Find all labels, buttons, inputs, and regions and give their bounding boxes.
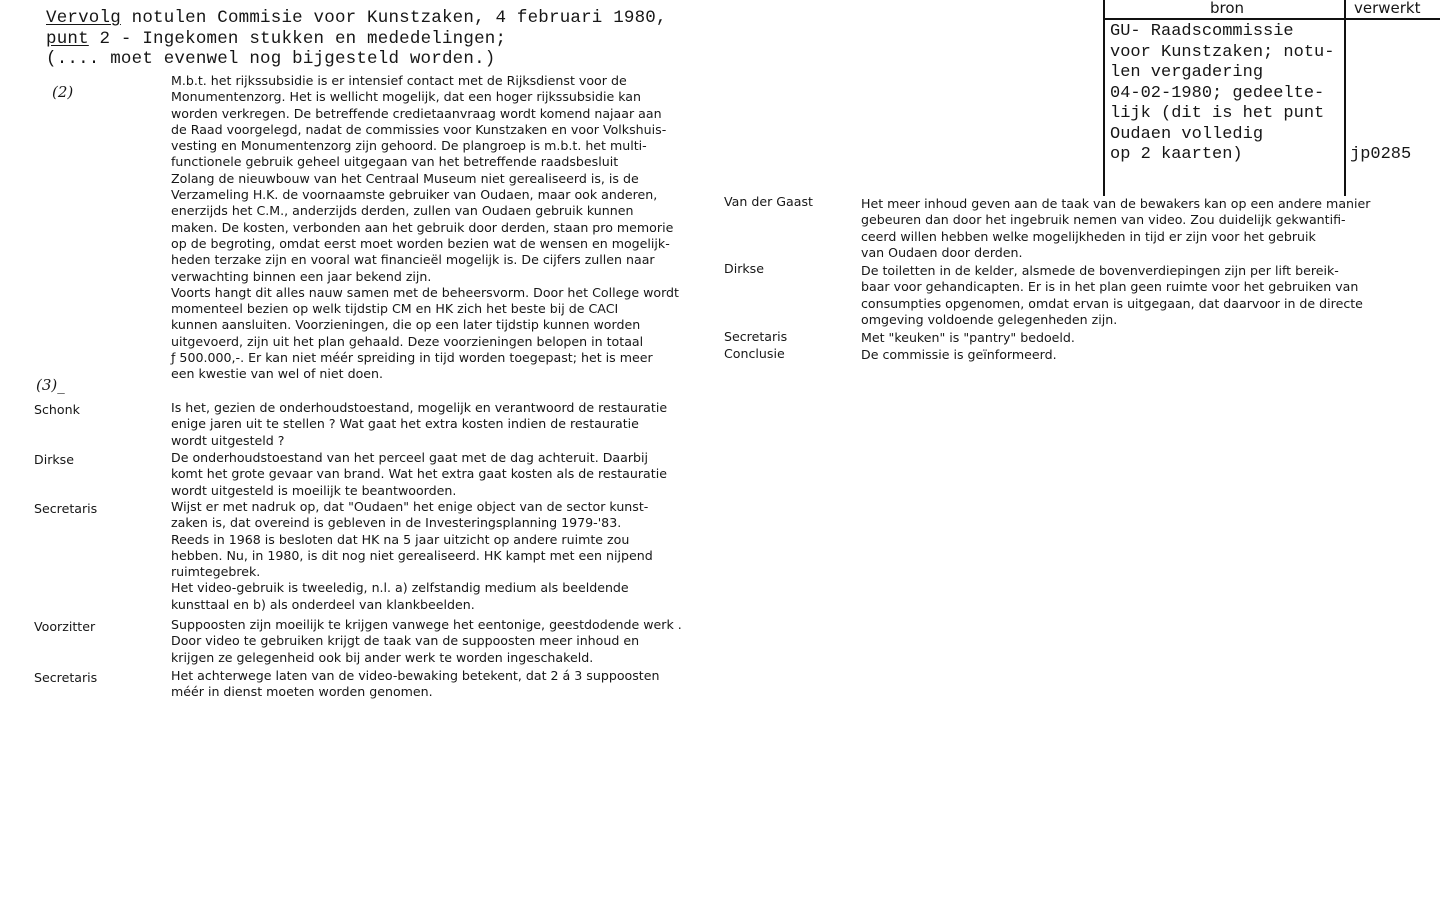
header-line-2 xyxy=(46,29,506,49)
statement-voorzitter: Suppoosten zijn moeilijk te krijgen vanwege het eentonige, geestdodende werk . Door video te gebruiken krijgt de taak van de suppoosten meer inhoud en krijgen ze gelegenheid ook bij ander werk te worden ingeschakeld. xyxy=(171,617,682,665)
header-line-3: (.... moet evenwel nog bijgesteld worden.) xyxy=(46,49,496,69)
statement-dirkse-right: De toiletten in de kelder, alsmede de bovenverdiepingen zijn per lift bereik- baar voor gehandicapten. Er is in het plan geen ruimte voor het gebruiken van consumpties opgenomen, omdat ervan is uitgegaan, dat daarvoor in de directe omgeving voldoende gelegenheden zijn. xyxy=(861,263,1363,327)
card-left-border xyxy=(1103,0,1105,196)
statement-conclusie: De commissie is geïnformeerd. xyxy=(861,347,1057,362)
header-line-1-rest: notulen Commisie voor Kunstzaken, 4 februari 1980, xyxy=(120,8,667,28)
statement-van-der-gaast: Het meer inhoud geven aan de taak van de bewakers kan op een andere manier gebeuren dan door het ingebruik nemen van video. Zou duidelijk gekwantifi- ceerd willen hebben welke mogelijkheden in tijd er zijn voor het gebruik van Oudaen door derden. xyxy=(861,196,1371,260)
statement-secretaris: Wijst er met nadruk op, dat "Oudaen" het enige object van de sector kunst- zaken is, dat overeind is gebleven in de Investeringsplanning 1979-'83. Reeds in 1968 is besloten dat HK na 5 jaar uitzicht op andere ruimte zou hebben. Nu, in 1980, is dit nog niet gerealiseerd. HK kampt met een nijpend ruimtegebrek. Het video-gebruik is tweeledig, n.l. a) zelfstandig medium als beeldende kunsttaal en b) als onderdeel van klankbeelden. xyxy=(171,499,653,612)
statement-secretaris-right: Met "keuken" is "pantry" bedoeld. xyxy=(861,330,1075,345)
speaker-secretaris-2: Secretaris xyxy=(34,670,98,685)
statement-dirkse: De onderhoudstoestand van het perceel gaat met de dag achteruit. Daarbij komt het grote gevaar van brand. Wat het extra gaat kosten als de restauratie wordt uitgesteld is moeilijk te beantwoorden. xyxy=(171,450,667,498)
speaker-secretaris: Secretaris xyxy=(34,501,98,516)
speaker-van-der-gaast: Van der Gaast xyxy=(724,194,813,209)
card-source-text: GU- Raadscommissie voor Kunstzaken; notu- len vergadering 04-02-1980; gedeelte- lijk (dit is het punt Oudaen volledig op 2 kaarten) xyxy=(1110,22,1335,164)
statement-secretaris-2: Het achterwege laten van de video-bewaking betekent, dat 2 á 3 suppoosten méér in dienst moeten worden genomen. xyxy=(171,668,660,700)
card-header-bron: bron xyxy=(1210,0,1245,17)
speaker-voorzitter: Voorzitter xyxy=(34,619,96,634)
header-vervolg: Vervolg xyxy=(46,8,121,28)
intro-paragraph: M.b.t. het rijkssubsidie is er intensief contact met de Rijksdienst voor de Monumentenzorg. Het is wellicht mogelijk, dat een hoger rijkssubsidie kan worden verkregen. De betreffende credietaanvraag wordt komend najaar aan de Raad voorgelegd, nadat de commissies voor Kunstzaken en voor Volkshuis- vesting en Monumentenzorg zijn gehoord. De plangroep is m.b.t. het multi- functionele gebruik geheel uitgegaan van het betreffende raadsbesluit Zolang de nieuwbouw van het Centraal Museum niet gerealiseerd is, is de Verzameling H.K. de voornaamste gebruiker van Oudaen, maar ook anderen, enerzijds het C.M., anderzijds derden, zullen van Oudaen gebruik kunnen maken. De kosten, verbonden aan het gebruik door derden, staan pro memorie op de begroting, omdat eerst moet worden bezien wat de wensen en mogelijk- heden terzake zijn en vooral wat financieël mogelijk is. De cijfers zullen naar verwachting binnen een jaar bekend zijn. Voorts hangt dit alles nauw samen met de beheersvorm. Door het College wordt momenteel bezien op welk tijdstip CM en HK zich het beste bij de CACI kunnen aansluiten. Voorzieningen, die op een later tijdstip kunnen worden uitgevoerd, zijn uit het plan gehaald. Deze voorzieningen belopen in totaal ƒ 500.000,-. Er kan niet méér spreiding in tijd worden toegepast; het is meer een kwestie van wel of niet doen. xyxy=(171,73,679,382)
statement-schonk: Is het, gezien de onderhoudstoestand, mogelijk en verantwoord de restauratie enige jaren uit te stellen ? Wat gaat het extra kosten indien de restauratie wordt uitgesteld ? xyxy=(171,400,668,448)
header-punt: punt xyxy=(46,29,89,49)
label-conclusie: Conclusie xyxy=(724,346,785,361)
handwritten-marker-3: (3)_ xyxy=(36,376,65,394)
card-archive-id: jp0285 xyxy=(1350,145,1412,164)
speaker-dirkse-right: Dirkse xyxy=(724,261,764,276)
header-line-2-rest: 2 - Ingekomen stukken en mededelingen; xyxy=(88,29,507,49)
speaker-dirkse: Dirkse xyxy=(34,452,74,467)
speaker-schonk: Schonk xyxy=(34,402,80,417)
header-line-1 xyxy=(46,8,667,28)
card-header-rule xyxy=(1103,18,1440,20)
card-header-verwerkt: verwerkt xyxy=(1354,0,1421,17)
speaker-secretaris-right: Secretaris xyxy=(724,329,788,344)
handwritten-marker-2: (2) xyxy=(52,83,74,101)
